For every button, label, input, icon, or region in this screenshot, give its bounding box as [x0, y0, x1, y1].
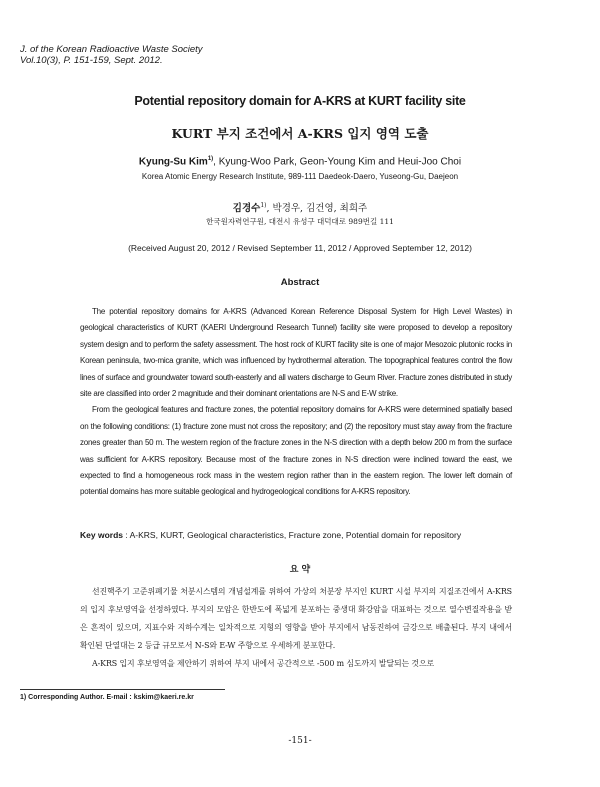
footnote-divider — [20, 689, 225, 690]
keywords — [80, 530, 520, 540]
korean-abstract-body — [80, 583, 512, 673]
korean-abstract-paragraph: 선진핵주기 고준위폐기물 처분시스템의 개념설계를 위하여 가상의 처분장 부지인 KURT 시설 부지의 지질조건에서 A-KRS의 입지 후보영역을 선정하였다. 부지의 모암은 한반도에 폭넓게 분포하는 중생대 화강암을 대표하는 것으로 열수변질작용을 받은 흔적이 있으며, 지표수와 지하수계는 일차적으로 지형의 영향을 받아 부지에서 남동진하여 금강으로 배출된다. 부지 내에서 확인된 단열대는 2 등급 규모로서 N-S와 E-W 주향으로 우세하게 분포한다. — [80, 587, 512, 650]
author-footnote-mark: 1) — [207, 156, 214, 162]
abstract-body — [80, 304, 512, 501]
author-list-english — [0, 156, 600, 167]
author-list-korean — [0, 200, 600, 214]
corresponding-author-korean: 김경수 — [232, 203, 261, 214]
journal-volume: Vol.10(3), P. 151-159, Sept. 2012. — [20, 55, 163, 66]
korean-abstract-paragraph: A-KRS 입지 후보영역을 제안하기 위하여 부지 내에서 공간적으로 -500 m 심도까지 발달되는 것으로 — [92, 659, 434, 668]
affiliation-english: Korea Atomic Energy Research Institute, 989-111 Daedeok-Daero, Yuseong-Gu, Daejeon — [141, 172, 459, 181]
korean-abstract-heading: 요 약 — [289, 565, 311, 575]
page-number: -151- — [288, 736, 312, 746]
co-authors: , Kyung-Woo Park, Geon-Young Kim and Heui-Joo Choi — [213, 156, 462, 168]
abstract-paragraph: The potential repository domains for A-KRS (Advanced Korean Reference Disposal System for High Level Wastes) in geological characteristics of KURT (KAERI Underground Research Tunnel) facility site were proposed to develop a repository system design and to perform the safety assessment. The host rock of KURT facility site is one of major Mesozoic plutonic rocks in Korean peninsula, two-mica granite, which was influenced by hydrothermal alteration. The topographical features control the flow lines of surface and groundwater toward south-easterly and all waters discharge to Geum River. Fracture zones distributed in study site are classified into order 2 magnitude and their dominant orientations are N-S and E-W strike. — [80, 307, 512, 399]
paper-title-korean: KURT 부지 조건에서 A-KRS 입지 영역 도출 — [171, 126, 429, 141]
submission-dates: (Received August 20, 2012 / Revised September 11, 2012 / Approved September 12, 2012) — [128, 243, 472, 253]
author-footnote-mark-korean: 1) — [260, 201, 267, 209]
corresponding-author: Kyung-Su Kim — [138, 156, 208, 168]
keywords-list: : A-KRS, KURT, Geological characteristics, Fracture zone, Potential domain for repository — [123, 530, 462, 540]
journal-name: J. of the Korean Radioactive Waste Society — [20, 44, 203, 55]
corresponding-author-footnote: 1) Corresponding Author. E-mail : kskim@kaeri.re.kr — [20, 694, 194, 701]
journal-citation — [20, 44, 203, 66]
abstract-paragraph: From the geological features and fracture zones, the potential repository domains for A-KRS were determined spatially based on the following conditions: (1) fracture zone must not cross the repository; and (2) the repository must stay away from the fracture zones greater than 50 m. The western region of the fracture zones in the N-S direction with a depth below 200 m from the surface was sufficient for A-KRS repository. Because most of the fracture zones in N-S direction were inclined toward the east, we expected to find a homogeneous rock mass in the western region rather than in the eastern region. The lower left domain of potential domains has more suitable geological and hydrogeological conditions for A-KRS repository. — [80, 405, 512, 497]
keywords-label: Key words — [80, 530, 123, 540]
affiliation-korean: 한국원자력연구원, 대전시 유성구 대덕대로 989번길 111 — [206, 217, 394, 226]
paper-title-english: Potential repository domain for A-KRS at KURT facility site — [134, 94, 466, 108]
co-authors-korean: , 박경우, 김건영, 최희주 — [266, 203, 368, 214]
abstract-heading: Abstract — [280, 277, 320, 288]
